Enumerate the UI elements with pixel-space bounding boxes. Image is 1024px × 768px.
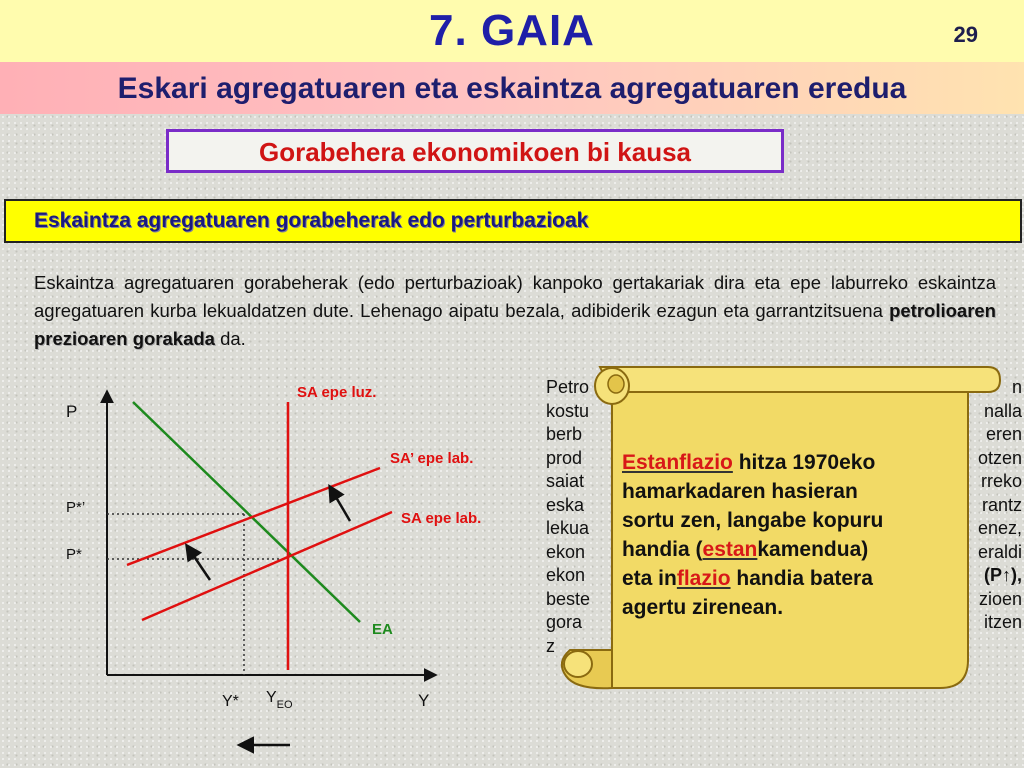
section-title: Gorabehera ekonomikoen bi kausa: [166, 129, 784, 173]
scroll-line-3: sortu zen, langabe kopuru: [622, 509, 884, 532]
sa-long-run-label: SA epe luz.: [297, 384, 377, 401]
side-fragment: itzen: [983, 612, 1022, 632]
highlight-estanflazio: Estanflazio: [622, 451, 733, 474]
side-fragment: nalla: [983, 400, 1022, 421]
scroll-text-part: handia batera: [730, 567, 873, 590]
side-fragment: eraldi: [977, 541, 1022, 562]
intro-bold-term: petrolioaren prezioaren gorakada: [34, 300, 996, 349]
side-line: eska: [546, 494, 585, 515]
page-number: 29: [953, 22, 978, 47]
side-line: saiat: [546, 471, 585, 491]
side-line: berb: [546, 424, 583, 444]
slide-title: 7. GAIA: [429, 6, 595, 55]
y-eo-sub: EO: [276, 699, 293, 711]
scroll-text: [622, 448, 922, 622]
scroll-text-part: handia (: [622, 538, 703, 561]
side-fragment: rantz: [981, 494, 1022, 515]
side-fragment: otzen: [977, 447, 1022, 468]
ea-label: EA: [372, 621, 393, 638]
side-fragment: rreko: [980, 471, 1022, 491]
side-line: ekon: [546, 541, 586, 562]
scroll-line-2: hamarkadaren hasieran: [622, 480, 858, 503]
scroll-text-part: hitza 1970eko: [732, 451, 876, 474]
side-line: Petro: [546, 377, 590, 397]
intro-text-after: da.: [214, 328, 246, 349]
side-fragment: zioen: [978, 588, 1022, 609]
x-axis-label: Y: [418, 691, 430, 710]
highlight-flazio: flazio: [676, 567, 731, 590]
side-line: z: [546, 635, 555, 656]
scroll-line-4: [622, 535, 922, 564]
topic-title: Eskaintza agregatuaren gorabeherak edo perturbazioak: [34, 209, 589, 232]
sa-short-run-label: SA epe lab.: [401, 510, 482, 527]
p-star-prime-label: P*’: [66, 499, 86, 516]
intro-text-before: Eskaintza agregatuaren gorabeherak (edo perturbazioak) kanpoko gertakariak dira eta epe laburreko eskaintza agregatuaren kurba lekualdatzen dute. Lehenago aipatu bezala, adibiderik ezagun eta garrantzitsuena: [34, 272, 996, 321]
side-fragment: eren: [985, 424, 1022, 444]
sa-short-run-shifted-label: SA’ epe lab.: [390, 450, 474, 467]
scroll-text-part: eta in: [622, 567, 677, 590]
side-line: kostu: [546, 400, 590, 421]
side-line: gora: [546, 612, 583, 632]
side-fragment: (P↑),: [984, 565, 1022, 585]
side-fragment: n: [1011, 377, 1022, 397]
side-line: prod: [546, 447, 583, 468]
scroll-line-5: [622, 564, 922, 593]
y-eo-main: Y: [266, 689, 277, 706]
scroll-line-6: agertu zirenean.: [622, 596, 784, 619]
side-line: ekon: [546, 565, 586, 585]
subtitle: Eskari agregatuaren eta eskaintza agregatuaren eredua: [117, 72, 907, 105]
side-fragment: enez,: [977, 518, 1022, 538]
scroll-line-1: [622, 448, 922, 477]
p-star-label: P*: [66, 546, 82, 563]
highlight-estan: estan: [702, 538, 758, 561]
y-axis-label: P: [66, 402, 78, 421]
side-line: lekua: [546, 518, 590, 538]
y-star-label: Y*: [222, 693, 239, 710]
side-line: beste: [546, 588, 591, 609]
scroll-text-part: kamendua): [757, 538, 869, 561]
